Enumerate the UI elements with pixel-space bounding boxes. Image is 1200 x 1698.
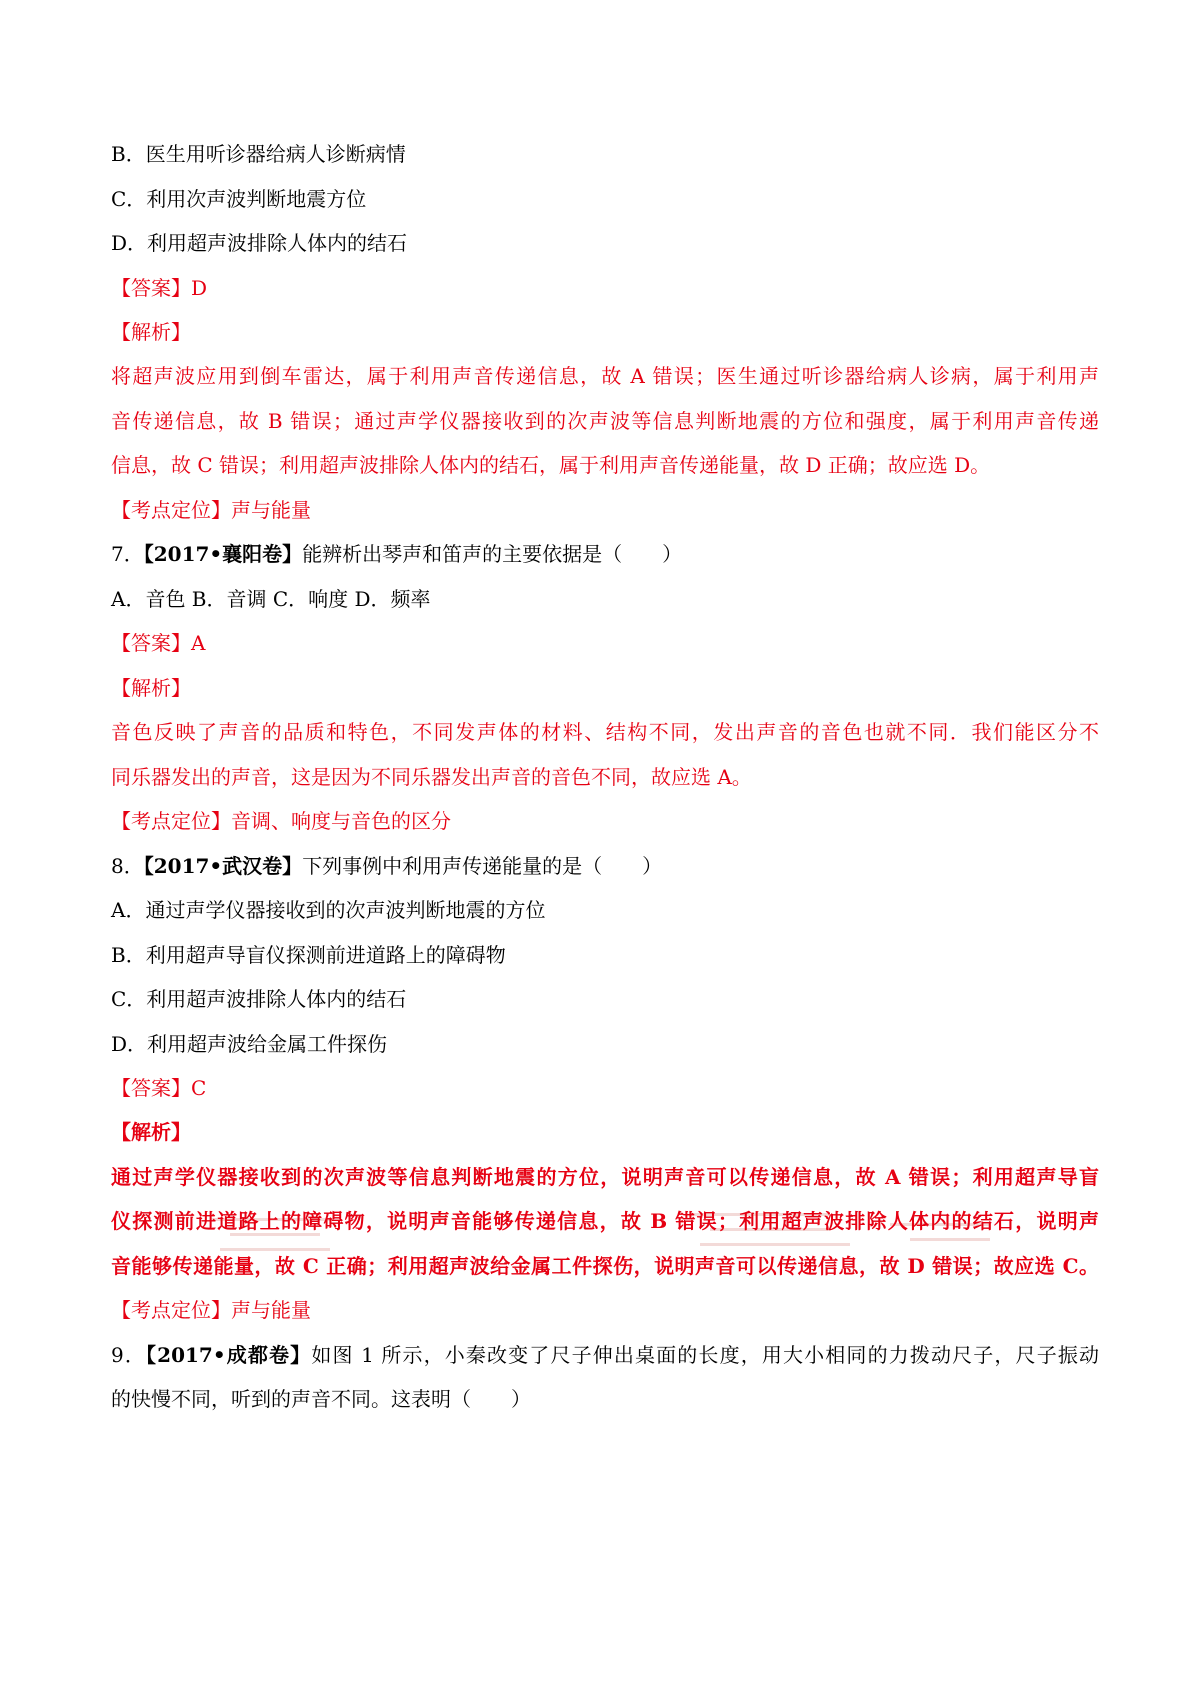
q8-point (111, 1296, 311, 1324)
q6-analysis-line-3: 信息，故 C 错误；利用超声波排除人体内的结石，属于利用声音传递能量，故 D 正确；故应选 D。 (111, 453, 991, 477)
answer-value: A (191, 631, 206, 655)
q8-option-a: A．通过声学仪器接收到的次声波判断地震的方位 (111, 898, 546, 922)
q7-answer (111, 629, 205, 657)
q6-option-c: C．利用次声波判断地震方位 (111, 187, 367, 211)
q6-analysis-line-1: 将超声波应用到倒车雷达，属于利用声音传递信息，故 A 错误；医生通过听诊器给病人诊病，属于利用声 (111, 364, 1099, 388)
q8-option-c: C．利用超声波排除人体内的结石 (111, 987, 407, 1011)
answer-label: 【答案】 (111, 276, 191, 300)
q9-stem-line-2: 的快慢不同，听到的声音不同。这表明（ ） (111, 1387, 531, 1411)
q6-option-d: D．利用超声波排除人体内的结石 (111, 231, 408, 255)
question-source: 【2017•襄阳卷】 (143, 542, 303, 566)
answer-value: C (191, 1076, 207, 1100)
point-label: 【考点定位】 (111, 809, 231, 833)
q7-options: A．音色 B．音调 C．响度 D．频率 (111, 587, 431, 611)
point-value: 音调、响度与音色的区分 (231, 809, 451, 833)
q6-analysis-line-2: 音传递信息，故 B 错误；通过声学仪器接收到的次声波等信息判断地震的方位和强度，属于利用声音传递 (111, 409, 1099, 433)
q8-stem (111, 852, 662, 880)
answer-label: 【答案】 (111, 631, 191, 655)
point-label: 【考点定位】 (111, 498, 231, 522)
q8-analysis-line-1: 通过声学仪器接收到的次声波等信息判断地震的方位，说明声音可以传递信息，故 A 错误；利用超声导盲 (111, 1165, 1099, 1189)
question-number: 9． (111, 1343, 147, 1367)
question-text: 下列事例中利用声传递能量的是（ ） (302, 854, 663, 878)
answer-label: 【答案】 (111, 1076, 191, 1100)
point-value: 声与能量 (231, 498, 311, 522)
question-source: 【2017•成都卷】 (146, 1343, 312, 1367)
q7-stem (111, 540, 682, 568)
q6-point (111, 496, 311, 524)
q8-answer (111, 1074, 206, 1102)
q8-analysis-line-3: 音能够传递能量，故 C 正确；利用超声波给金属工件探伤，说明声音可以传递信息，故 D 错误；故应选 C。 (111, 1254, 1099, 1278)
question-text: 能辨析出琴声和笛声的主要依据是（ ） (302, 542, 683, 566)
q8-analysis-label: 【解析】 (111, 1120, 191, 1144)
question-number: 8． (111, 854, 144, 878)
q7-point (111, 807, 451, 835)
q6-analysis-label: 【解析】 (111, 320, 191, 344)
point-label: 【考点定位】 (111, 1298, 231, 1322)
q8-analysis-line-2: 仪探测前进道路上的障碍物，说明声音能够传递信息，故 B 错误；利用超声波排除人体内的结石，说明声 (111, 1209, 1099, 1233)
point-value: 声与能量 (231, 1298, 311, 1322)
q6-option-b: B．医生用听诊器给病人诊断病情 (111, 142, 406, 166)
q7-analysis-line-2: 同乐器发出的声音，这是因为不同乐器发出声音的音色不同，故应选 A。 (111, 765, 752, 789)
q8-option-d: D．利用超声波给金属工件探伤 (111, 1032, 388, 1056)
answer-value: D (191, 276, 208, 300)
question-source: 【2017•武汉卷】 (143, 854, 303, 878)
q6-answer (111, 274, 207, 302)
q7-analysis-line-1: 音色反映了声音的品质和特色，不同发声体的材料、结构不同，发出声音的音色也就不同．我们能区分不 (111, 720, 1099, 744)
question-number: 7． (111, 542, 144, 566)
q7-analysis-label: 【解析】 (111, 676, 191, 700)
q9-stem-line-1 (111, 1341, 1099, 1369)
q8-option-b: B．利用超声导盲仪探测前进道路上的障碍物 (111, 943, 506, 967)
question-text: 如图 1 所示，小秦改变了尺子伸出桌面的长度，用大小相同的力拨动尺子，尺子振动 (311, 1343, 1099, 1367)
